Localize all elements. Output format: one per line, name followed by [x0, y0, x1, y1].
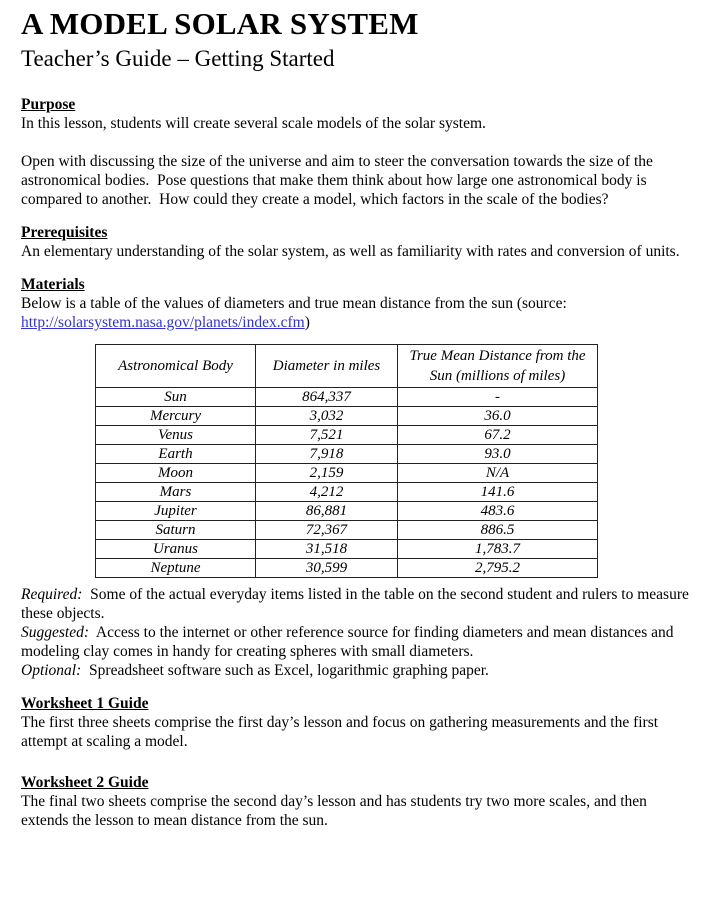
table-cell: 2,159	[256, 464, 398, 483]
table-cell: Jupiter	[96, 502, 256, 521]
table-cell: 2,795.2	[398, 559, 598, 578]
section-heading-worksheet1: Worksheet 1 Guide	[21, 695, 149, 712]
column-header-diameter: Diameter in miles	[256, 345, 398, 388]
purpose-paragraph-1: In this lesson, students will create several scale models of the solar system.	[21, 115, 486, 132]
materials-source-line	[21, 313, 690, 332]
note-label: Required:	[21, 586, 83, 603]
table-cell: 30,599	[256, 559, 398, 578]
section-heading-worksheet2: Worksheet 2 Guide	[21, 774, 149, 791]
section-heading-purpose: Purpose	[21, 96, 76, 113]
document-title: A MODEL SOLAR SYSTEM	[21, 6, 419, 41]
worksheet2-paragraph: The final two sheets comprise the second day’s lesson and has students try two more scales, and then extends the lesson to mean distance from the sun.	[21, 793, 651, 829]
table-cell: N/A	[398, 464, 598, 483]
table-cell: Mercury	[96, 407, 256, 426]
note-text: Spreadsheet software such as Excel, logarithmic graphing paper.	[81, 662, 489, 679]
table-row	[96, 464, 598, 483]
table-cell: 864,337	[256, 388, 398, 407]
table-cell: 886.5	[398, 521, 598, 540]
table-row	[96, 483, 598, 502]
table-cell: Sun	[96, 388, 256, 407]
table-cell: 483.6	[398, 502, 598, 521]
materials-note-line	[21, 661, 690, 680]
table-row	[96, 521, 598, 540]
table-cell: Neptune	[96, 559, 256, 578]
table-row	[96, 388, 598, 407]
table-cell: 67.2	[398, 426, 598, 445]
table-cell: Venus	[96, 426, 256, 445]
materials-intro: Below is a table of the values of diameters and true mean distance from the sun (source:	[21, 295, 567, 312]
planet-table-body	[96, 388, 598, 578]
table-row	[96, 502, 598, 521]
section-heading-materials: Materials	[21, 276, 85, 293]
table-cell: Mars	[96, 483, 256, 502]
materials-notes	[21, 585, 693, 680]
document-subtitle: Teacher’s Guide – Getting Started	[21, 46, 335, 71]
worksheet1-paragraph: The first three sheets comprise the first day’s lesson and focus on gathering measurements and the first attempt at scaling a model.	[21, 714, 662, 750]
planet-data-table	[95, 344, 598, 578]
table-cell: 4,212	[256, 483, 398, 502]
table-cell: Earth	[96, 445, 256, 464]
table-cell: 141.6	[398, 483, 598, 502]
materials-note-line	[21, 585, 693, 623]
table-cell: 1,783.7	[398, 540, 598, 559]
table-cell: 7,918	[256, 445, 398, 464]
table-cell: 7,521	[256, 426, 398, 445]
prerequisites-paragraph: An elementary understanding of the solar system, as well as familiarity with rates and conversion of units.	[21, 243, 680, 260]
table-cell: 93.0	[398, 445, 598, 464]
table-cell: 3,032	[256, 407, 398, 426]
note-label: Optional:	[21, 662, 82, 679]
table-row	[96, 407, 598, 426]
materials-note-line	[21, 623, 690, 661]
table-row	[96, 559, 598, 578]
note-text: Access to the internet or other reference source for finding diameters and mean distances and modeling clay comes in handy for creating spheres with small diameters.	[21, 624, 678, 660]
table-header-row	[96, 345, 598, 388]
table-cell: Saturn	[96, 521, 256, 540]
table-row	[96, 426, 598, 445]
materials-close-paren: )	[304, 314, 310, 331]
table-cell: Moon	[96, 464, 256, 483]
purpose-paragraph-2: Open with discussing the size of the universe and aim to steer the conversation towards the size of the astronomical bodies. Pose questions that make them think about how large one astronomical body is compared to another. How could they create a model, which factors in the scale of the bodies?	[21, 153, 657, 208]
table-cell: 36.0	[398, 407, 598, 426]
table-cell: 31,518	[256, 540, 398, 559]
table-cell: 86,881	[256, 502, 398, 521]
table-row	[96, 540, 598, 559]
note-text: Some of the actual everyday items listed in the table on the second student and rulers to measure these objects.	[21, 586, 693, 622]
column-header-distance: True Mean Distance from the Sun (millions of miles)	[398, 345, 598, 388]
nasa-planets-link[interactable]: http://solarsystem.nasa.gov/planets/index.cfm	[21, 314, 305, 331]
column-header-astronomical-body: Astronomical Body	[96, 345, 256, 388]
section-heading-prerequisites: Prerequisites	[21, 224, 108, 241]
note-label: Suggested:	[21, 624, 90, 641]
table-row	[96, 445, 598, 464]
table-cell: Uranus	[96, 540, 256, 559]
table-cell: 72,367	[256, 521, 398, 540]
table-cell: -	[398, 388, 598, 407]
